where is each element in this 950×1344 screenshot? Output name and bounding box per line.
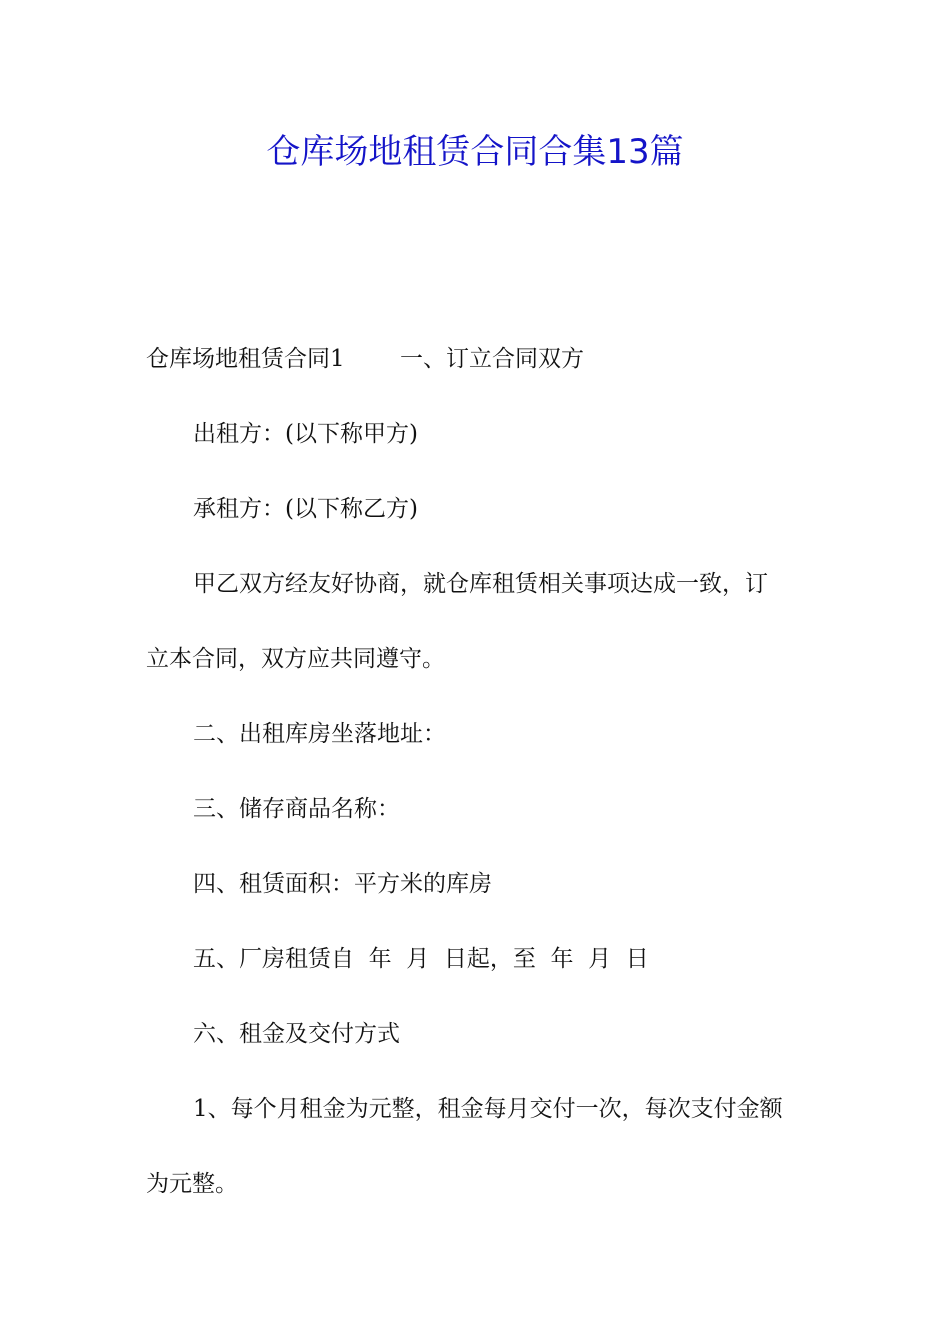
rent-clause-line-1: 1、每个月租金为元整，租金每月交付一次，每次支付金额 (193, 1096, 783, 1122)
section-heading-parties: 一、订立合同双方 (400, 346, 584, 372)
section-address: 二、出租库房坐落地址： (193, 721, 446, 747)
contract-heading: 仓库场地租赁合同1 (146, 346, 345, 372)
document-title: 仓库场地租赁合同合集13篇 (266, 132, 684, 172)
lessee-line: 承租方：(以下称乙方) (193, 496, 418, 522)
agreement-paragraph-line-1: 甲乙双方经友好协商，就仓库租赁相关事项达成一致，订 (193, 571, 768, 597)
lessor-line: 出租方：(以下称甲方) (193, 421, 418, 447)
section-rent-payment: 六、租金及交付方式 (193, 1021, 400, 1047)
rent-clause-line-2: 为元整。 (146, 1171, 238, 1197)
agreement-paragraph-line-2: 立本合同，双方应共同遵守。 (146, 646, 445, 672)
section-goods: 三、储存商品名称： (193, 796, 400, 822)
section-term: 五、厂房租赁自 年 月 日起，至 年 月 日 (193, 946, 649, 972)
section-area: 四、租赁面积：平方米的库房 (193, 871, 492, 897)
